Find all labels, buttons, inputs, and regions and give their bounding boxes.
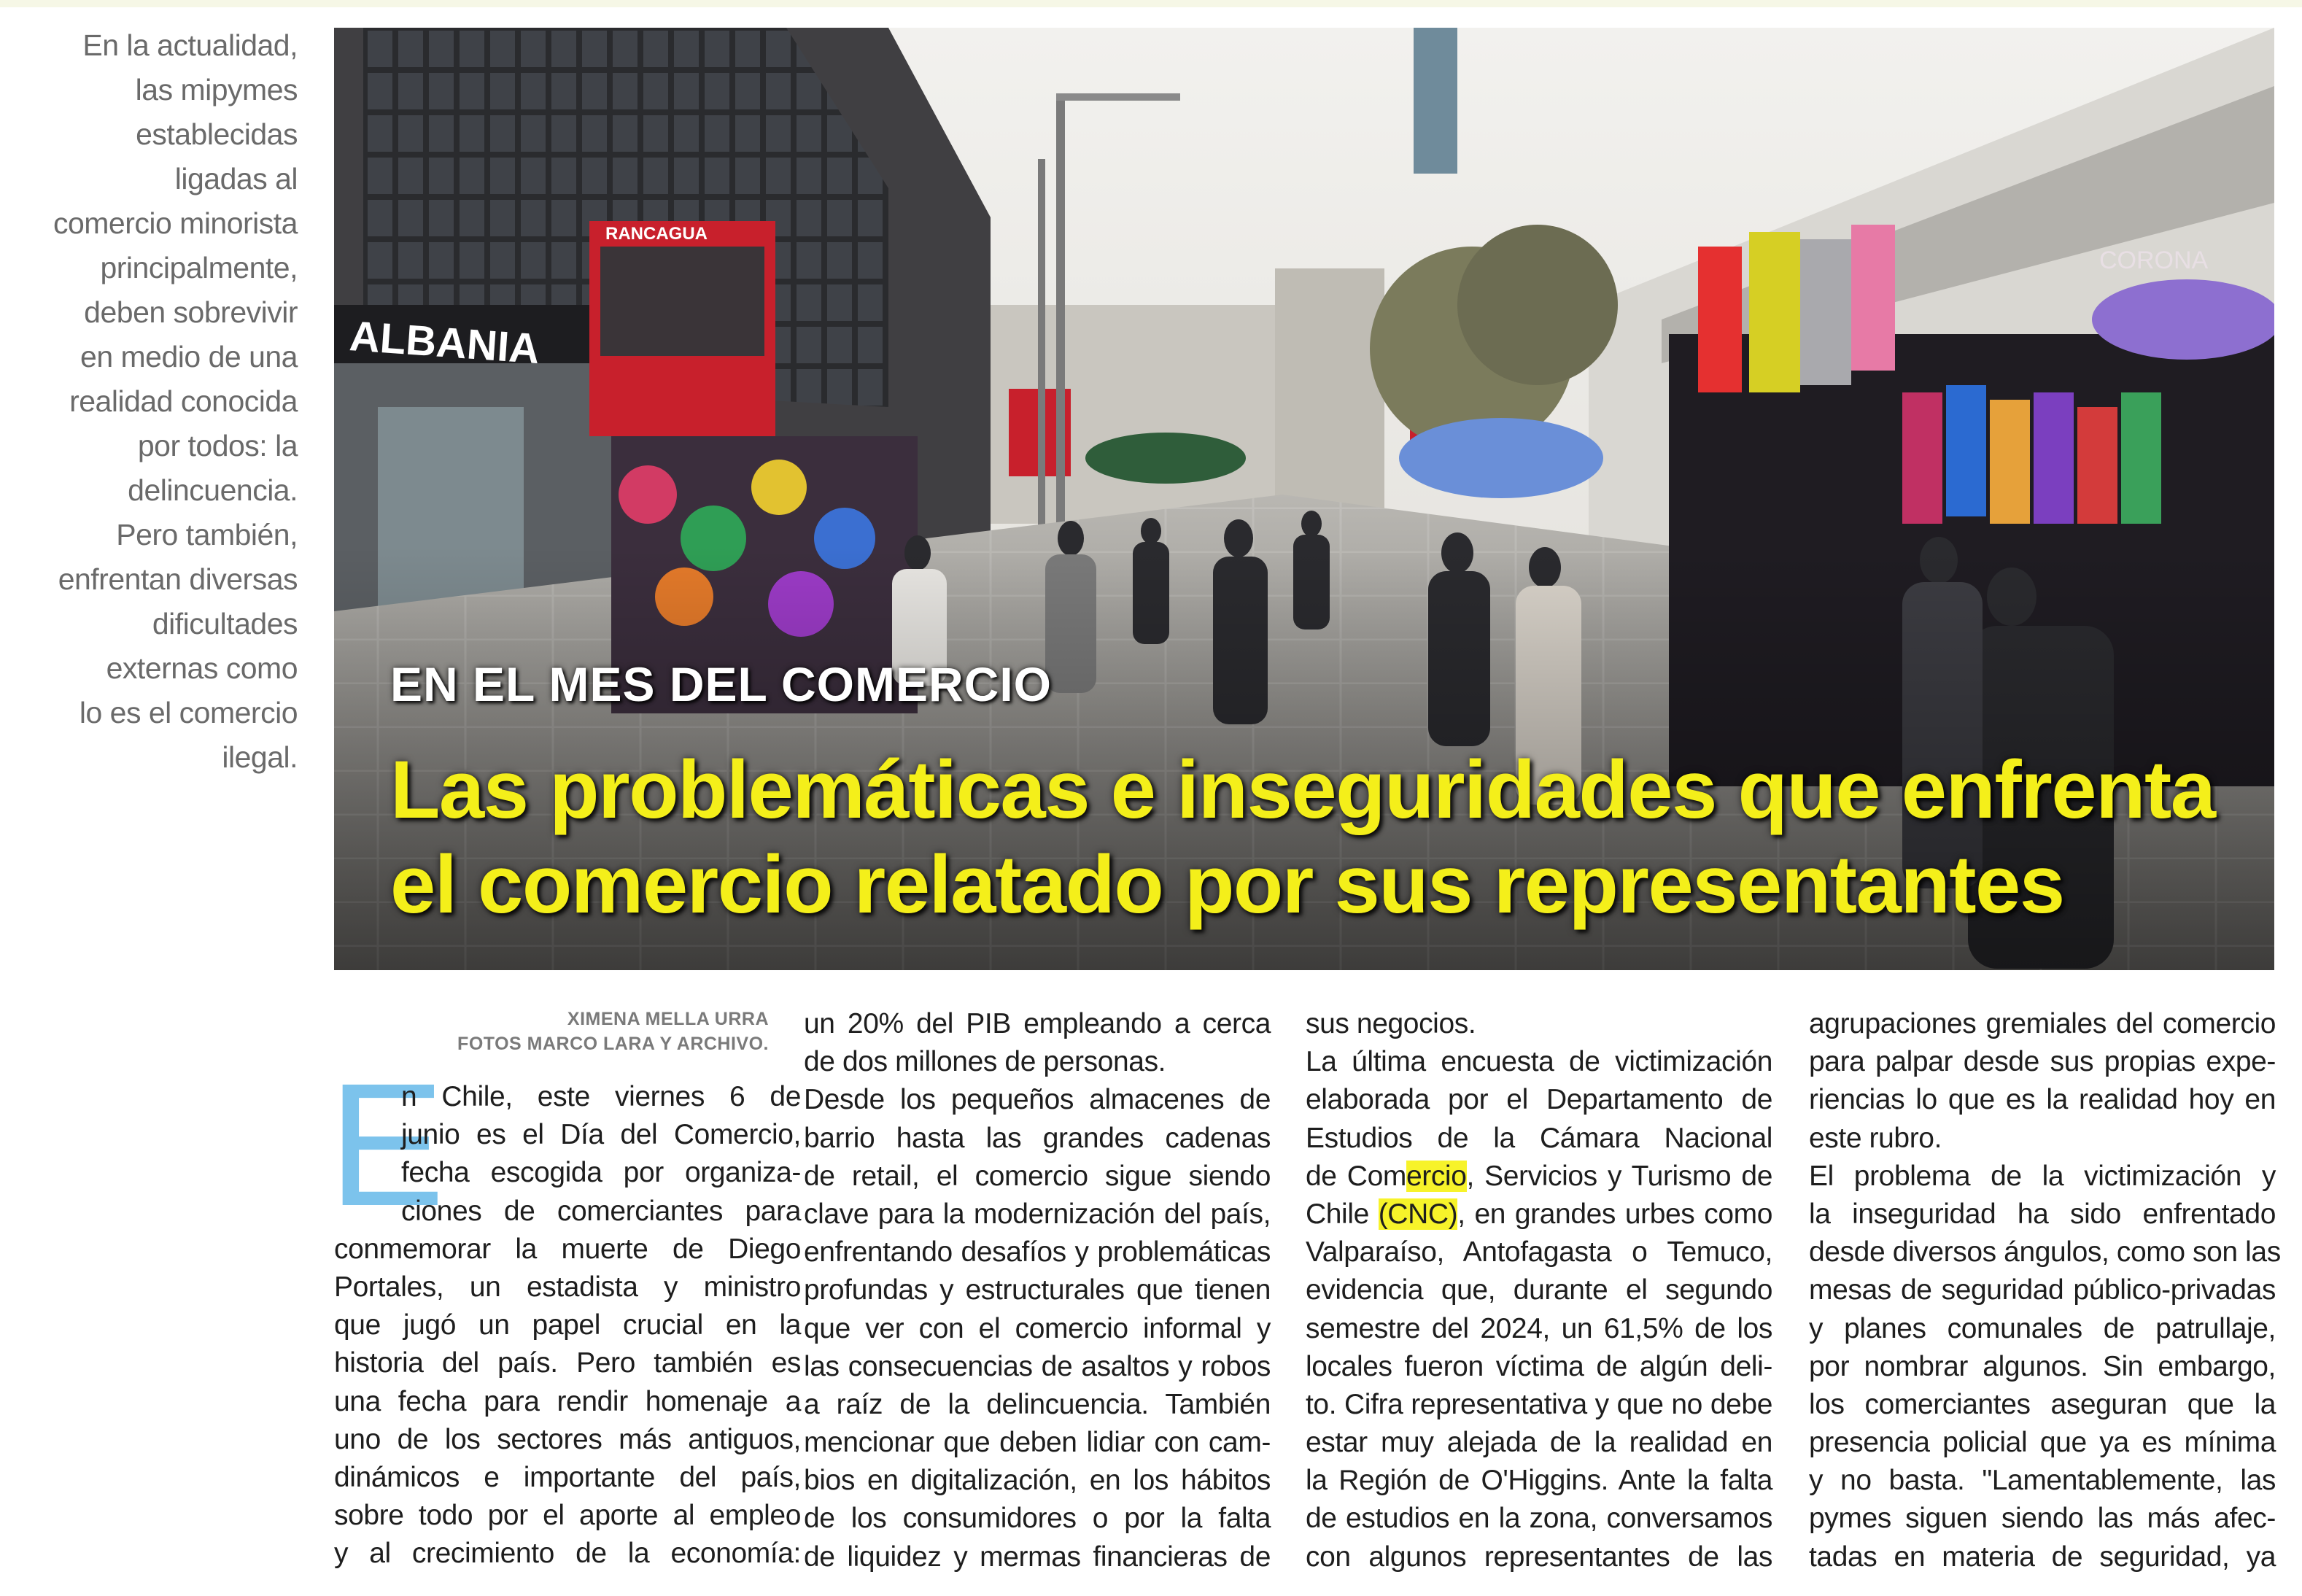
- body-line: ciones de comerciantes para: [401, 1195, 801, 1227]
- body-column-4: [1809, 1005, 2281, 1576]
- drop-cap: E: [328, 1047, 446, 1242]
- body-line: elaborada por el Departamento de: [1306, 1084, 1772, 1116]
- deck-line: ilegal.: [222, 740, 298, 774]
- body-line: semestre del 2024, un 61,5% de los: [1306, 1312, 1772, 1344]
- deck-line: externas como: [106, 651, 298, 685]
- deck-line: realidad conocida: [69, 384, 298, 418]
- body-line: por nombrar algunos. Sin embargo,: [1809, 1350, 2276, 1382]
- body-line-highlighted: Chile (CNC), en grandes urbes como: [1306, 1198, 1773, 1230]
- body-line: enfrentando desafíos y problemáticas: [804, 1236, 1271, 1268]
- body-column-2: [804, 1005, 1271, 1576]
- author-name: XIMENA MELLA URRA: [567, 1009, 769, 1029]
- body-line: presencia policial que ya es mínima: [1809, 1427, 2276, 1459]
- article-kicker: EN EL MES DEL COMERCIO: [390, 657, 1053, 711]
- deck-line: lo es el comercio: [79, 696, 298, 729]
- body-line: fecha escogida por organiza-: [401, 1157, 801, 1189]
- body-line: la inseguridad ha sido enfrentado: [1809, 1198, 2276, 1230]
- body-column-1: [334, 1078, 801, 1573]
- body-line: que jugó un papel crucial en la: [334, 1309, 801, 1341]
- body-line: las consecuencias de asaltos y robos: [804, 1350, 1271, 1382]
- deck-line: deben sobrevivir: [84, 295, 298, 329]
- body-line: to. Cifra representativa y que no debe: [1306, 1388, 1772, 1420]
- body-line-highlighted: de Comercio, Servicios y Turismo de: [1306, 1160, 1772, 1192]
- highlighted-text: (CNC): [1378, 1198, 1458, 1230]
- body-line: junio es el Día del Comercio,: [401, 1119, 801, 1151]
- body-line: desde diversos ángulos, como son las: [1809, 1236, 2281, 1268]
- body-line: n Chile, este viernes 6 de: [401, 1081, 801, 1112]
- article-headline: [390, 743, 2258, 932]
- body-line: una fecha para rendir homenaje a: [334, 1385, 801, 1417]
- deck-line: Pero también,: [116, 518, 298, 551]
- deck-line: delincuencia.: [128, 473, 298, 507]
- body-line: conmemorar la muerte de Diego: [334, 1233, 801, 1265]
- body-line: dinámicos e importante del país,: [334, 1461, 801, 1493]
- headline-line: Las problemáticas e inseguridades que enfrenta: [390, 744, 2215, 835]
- body-line: El problema de la victimización y: [1809, 1160, 2276, 1192]
- body-line: de estudios en la zona, conversamos: [1306, 1503, 1772, 1535]
- body-line: Estudios de la Cámara Nacional: [1306, 1122, 1772, 1154]
- deck-line: comercio minorista: [53, 206, 298, 240]
- body-line: Valparaíso, Antofagasta o Temuco,: [1306, 1236, 1772, 1268]
- body-line: bios en digitalización, en los hábitos: [804, 1465, 1271, 1497]
- body-line: sus negocios.: [1306, 1008, 1476, 1039]
- headline-line: el comercio relatado por sus representantes: [390, 839, 2064, 930]
- body-line: a raíz de la delincuencia. También: [804, 1388, 1271, 1420]
- top-strip: [0, 0, 2302, 7]
- body-line: riencias lo que es la realidad hoy en: [1809, 1084, 2276, 1116]
- body-line: mesas de seguridad público-privadas: [1809, 1274, 2276, 1306]
- body-line: barrio hasta las grandes cadenas: [804, 1122, 1271, 1154]
- body-line: de liquidez y mermas financieras de: [804, 1541, 1271, 1573]
- body-line: para palpar desde sus propias expe-: [1809, 1046, 2276, 1078]
- deck-line: En la actualidad,: [82, 28, 298, 62]
- highlighted-text: ercio: [1406, 1160, 1467, 1192]
- body-line: con algunos representantes de las: [1306, 1541, 1772, 1573]
- body-line: y planes comunales de patrullaje,: [1809, 1312, 2276, 1344]
- deck-line: ligadas al: [174, 162, 298, 195]
- deck-line: enfrentan diversas: [58, 562, 298, 596]
- body-line: estar muy alejada de la realidad en: [1306, 1427, 1772, 1459]
- deck-line: establecidas: [136, 117, 298, 151]
- deck-line: las mipymes: [135, 73, 298, 106]
- deck-line: dificultades: [152, 607, 298, 640]
- body-line: de dos millones de personas.: [804, 1046, 1166, 1078]
- body-line: clave para la modernización del país,: [804, 1198, 1271, 1230]
- body-line: este rubro.: [1809, 1122, 1942, 1154]
- body-line: pymes siguen siendo las más afec-: [1809, 1503, 2276, 1535]
- article-deck: [22, 23, 298, 780]
- body-line: locales fueron víctima de algún deli-: [1306, 1350, 1772, 1382]
- body-line: uno de los sectores más antiguos,: [334, 1423, 801, 1455]
- body-line: La última encuesta de victimización: [1306, 1046, 1772, 1078]
- body-line: profundas y estructurales que tienen: [804, 1274, 1271, 1306]
- body-line: que ver con el comercio informal y: [804, 1312, 1271, 1344]
- body-line: y al crecimiento de la economía:: [334, 1538, 801, 1570]
- body-line: agrupaciones gremiales del comercio: [1809, 1008, 2276, 1039]
- deck-line: principalmente,: [100, 251, 298, 284]
- body-line: evidencia que, durante el segundo: [1306, 1274, 1772, 1306]
- body-line: un 20% del PIB empleando a cerca: [804, 1008, 1271, 1039]
- body-line: Portales, un estadista y ministro: [334, 1271, 801, 1303]
- body-line: y no basta. "Lamentablemente, las: [1809, 1465, 2276, 1497]
- body-line: la Región de O'Higgins. Ante la falta: [1306, 1465, 1772, 1497]
- body-line: de retail, el comercio sigue siendo: [804, 1160, 1271, 1192]
- photo-credit: FOTOS MARCO LARA Y ARCHIVO.: [457, 1034, 769, 1054]
- deck-line: por todos: la: [137, 429, 298, 462]
- body-line: mencionar que deben lidiar con cam-: [804, 1427, 1271, 1459]
- body-line: historia del país. Pero también es: [334, 1347, 801, 1379]
- body-column-3: [1306, 1005, 1772, 1576]
- deck-line: en medio de una: [80, 340, 298, 373]
- body-line: sobre todo por el aporte al empleo: [334, 1500, 801, 1532]
- body-line: de los consumidores o por la falta: [804, 1503, 1271, 1535]
- body-line: Desde los pequeños almacenes de: [804, 1084, 1271, 1116]
- body-line: los comerciantes aseguran que la: [1809, 1388, 2276, 1420]
- body-line: tadas en materia de seguridad, ya: [1809, 1541, 2276, 1573]
